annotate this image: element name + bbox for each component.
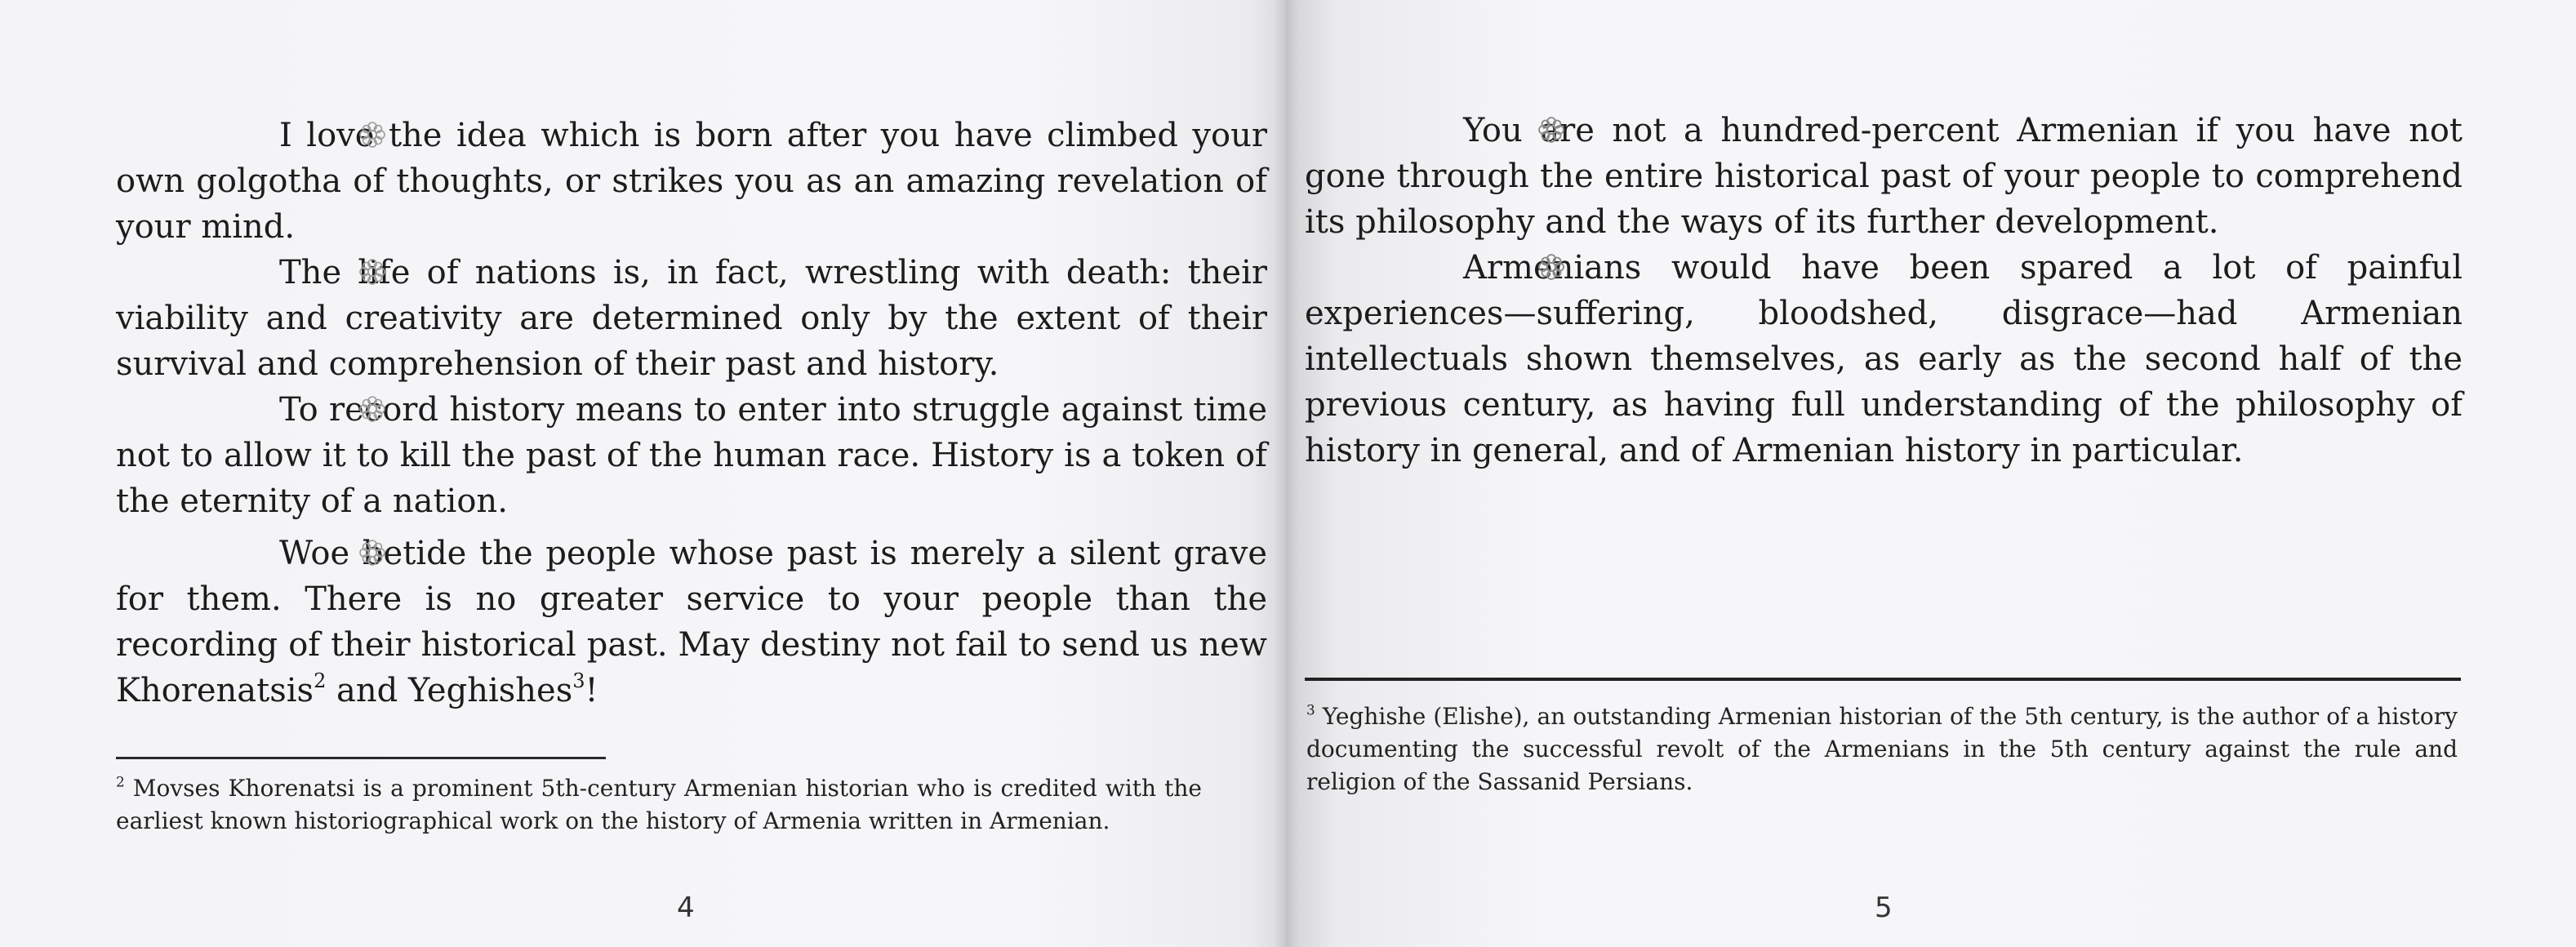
- footnote-divider: [116, 757, 606, 759]
- flower-ornament-icon: [1421, 248, 1450, 278]
- book-gutter: [1274, 0, 1298, 947]
- footnote-divider: [1305, 678, 2461, 681]
- footnote-3: $^3$ Yeghishe (Elishe), an outstanding Armenian historian of the 5th century, is the author of a history documenting the successful revolt of the Armenians in the 5th century against the rule and religion of the Sassanid Persians.: [1306, 701, 2458, 795]
- footnote-ref-3[interactable]: 3: [572, 669, 585, 693]
- paragraph: To record history means to enter into struggle against time not to allow it to kill the past of the human race. History is a token of the eternity of a nation.: [116, 391, 1267, 520]
- footnote-ref-2[interactable]: 2: [314, 669, 327, 693]
- paragraph: I love the idea which is born after you have climbed your own golgotha of thoughts, or strikes you as an amazing revelation of your mind.: [116, 117, 1267, 246]
- flower-ornament-icon: [237, 534, 266, 563]
- flower-ornament-icon: [1421, 111, 1450, 140]
- right-page-body: [1305, 108, 2463, 474]
- footnote-2: $^2$ Movses Khorenatsi is a prominent 5th-century Armenian historian who is credited with the earliest known historiographical work on the history of Armenia written in Armenian.: [116, 773, 1202, 834]
- page-number-right: 5: [1875, 891, 1893, 924]
- left-page-body: [116, 113, 1267, 714]
- flower-ornament-icon: [237, 390, 266, 420]
- paragraph: Armenians would have been spared a lot of painful experiences—suffering, bloodshed, disgrace—had Armenian intellectuals shown themselves, as early as the second half of the previous century, as having full understanding of the philosophy of history in general, and of Armenian history in particular.: [1305, 249, 2463, 469]
- paragraph: The life of nations is, in fact, wrestling with death: their viability and creativity are determined only by the extent of their survival and comprehension of their past and history.: [116, 254, 1267, 383]
- flower-ornament-icon: [237, 116, 266, 145]
- paragraph: Woe betide the people whose past is merely a silent grave for them. There is no greater service to your people than the recording of their historical past. May destiny not fail to send us new Khorenatsis$^2$ and Yeghishes$^3$!: [116, 535, 1267, 709]
- paragraph: You are not a hundred-percent Armenian if you have not gone through the entire historical past of your people to comprehend its philosophy and the ways of its further development.: [1305, 112, 2463, 241]
- flower-ornament-icon: [237, 253, 266, 282]
- page-number-left: 4: [677, 891, 695, 924]
